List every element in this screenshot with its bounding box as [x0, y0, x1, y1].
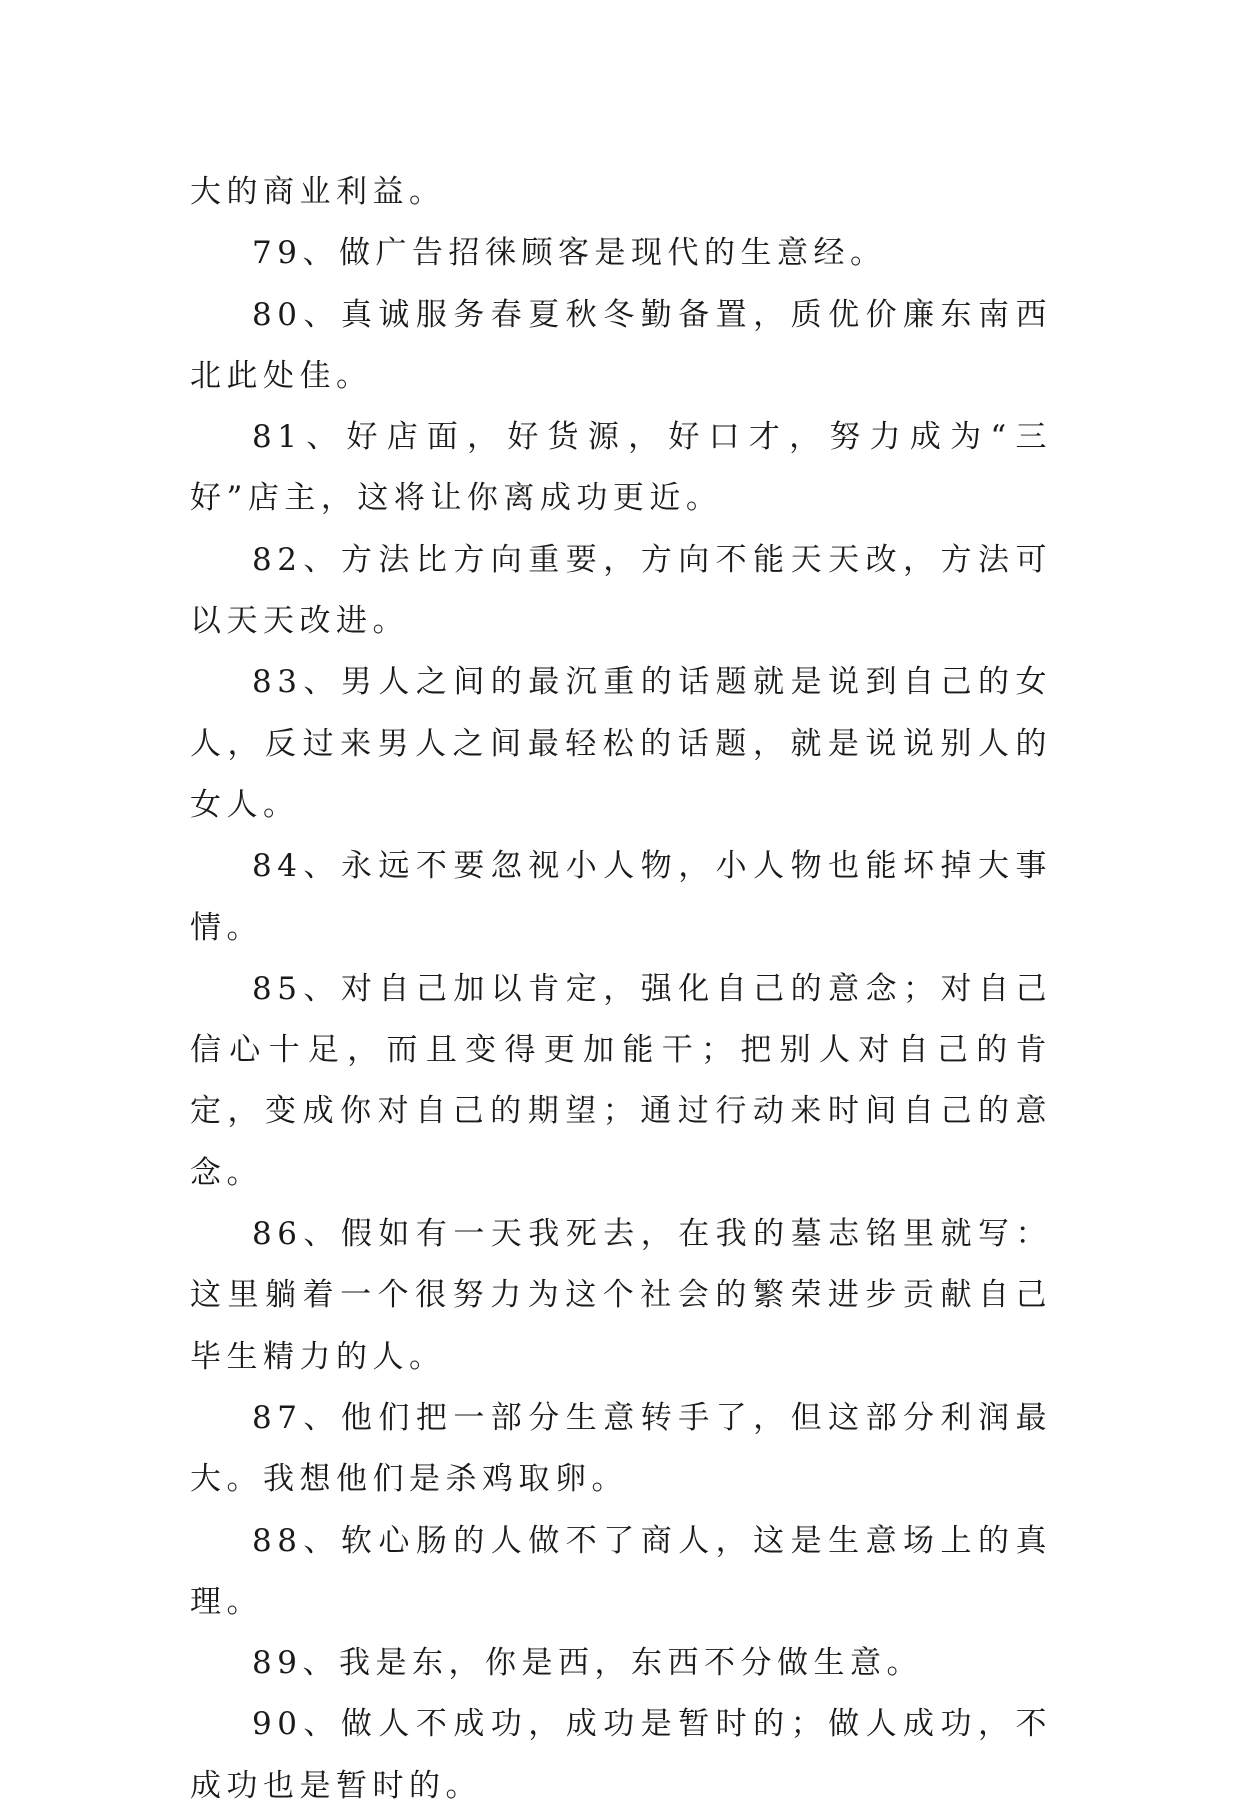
document-body	[190, 162, 1052, 1817]
paragraph-continuation: 大的商业利益。	[190, 174, 446, 210]
paragraph-81: 81、好店面，好货源，好口才，努力成为“三好”店主，这将让你离成功更近。	[190, 419, 1052, 517]
paragraph-87: 87、他们把一部分生意转手了，但这部分利润最大。我想他们是杀鸡取卵。	[190, 1399, 1052, 1498]
paragraph-82: 82、方法比方向重要，方向不能天天改，方法可以天天改进。	[190, 541, 1052, 640]
paragraph-90: 90、做人不成功，成功是暂时的；做人成功，不成功也是暂时的。	[190, 1706, 1052, 1804]
paragraph-83: 83、男人之间的最沉重的话题就是说到自己的女人，反过来男人之间最轻松的话题，就是说说别人的女人。	[190, 664, 1052, 823]
paragraph-88: 88、软心肠的人做不了商人，这是生意场上的真理。	[190, 1522, 1052, 1620]
paragraph-79: 79、做广告招徕顾客是现代的生意经。	[252, 235, 887, 272]
paragraph-84: 84、永远不要忽视小人物，小人物也能坏掉大事情。	[190, 848, 1052, 946]
paragraph-89: 89、我是东，你是西，东西不分做生意。	[252, 1645, 923, 1682]
paragraph-80: 80、真诚服务春夏秋冬勤备置，质优价廉东南西北此处佳。	[190, 296, 1052, 394]
paragraph-85: 85、对自己加以肯定，强化自己的意念；对自己信心十足，而且变得更加能干；把别人对自己的肯定，变成你对自己的期望；通过行动来时间自己的意念。	[190, 970, 1052, 1191]
paragraph-86: 86、假如有一天我死去，在我的墓志铭里就写：这里躺着一个很努力为这个社会的繁荣进步贡献自己毕生精力的人。	[190, 1216, 1052, 1375]
